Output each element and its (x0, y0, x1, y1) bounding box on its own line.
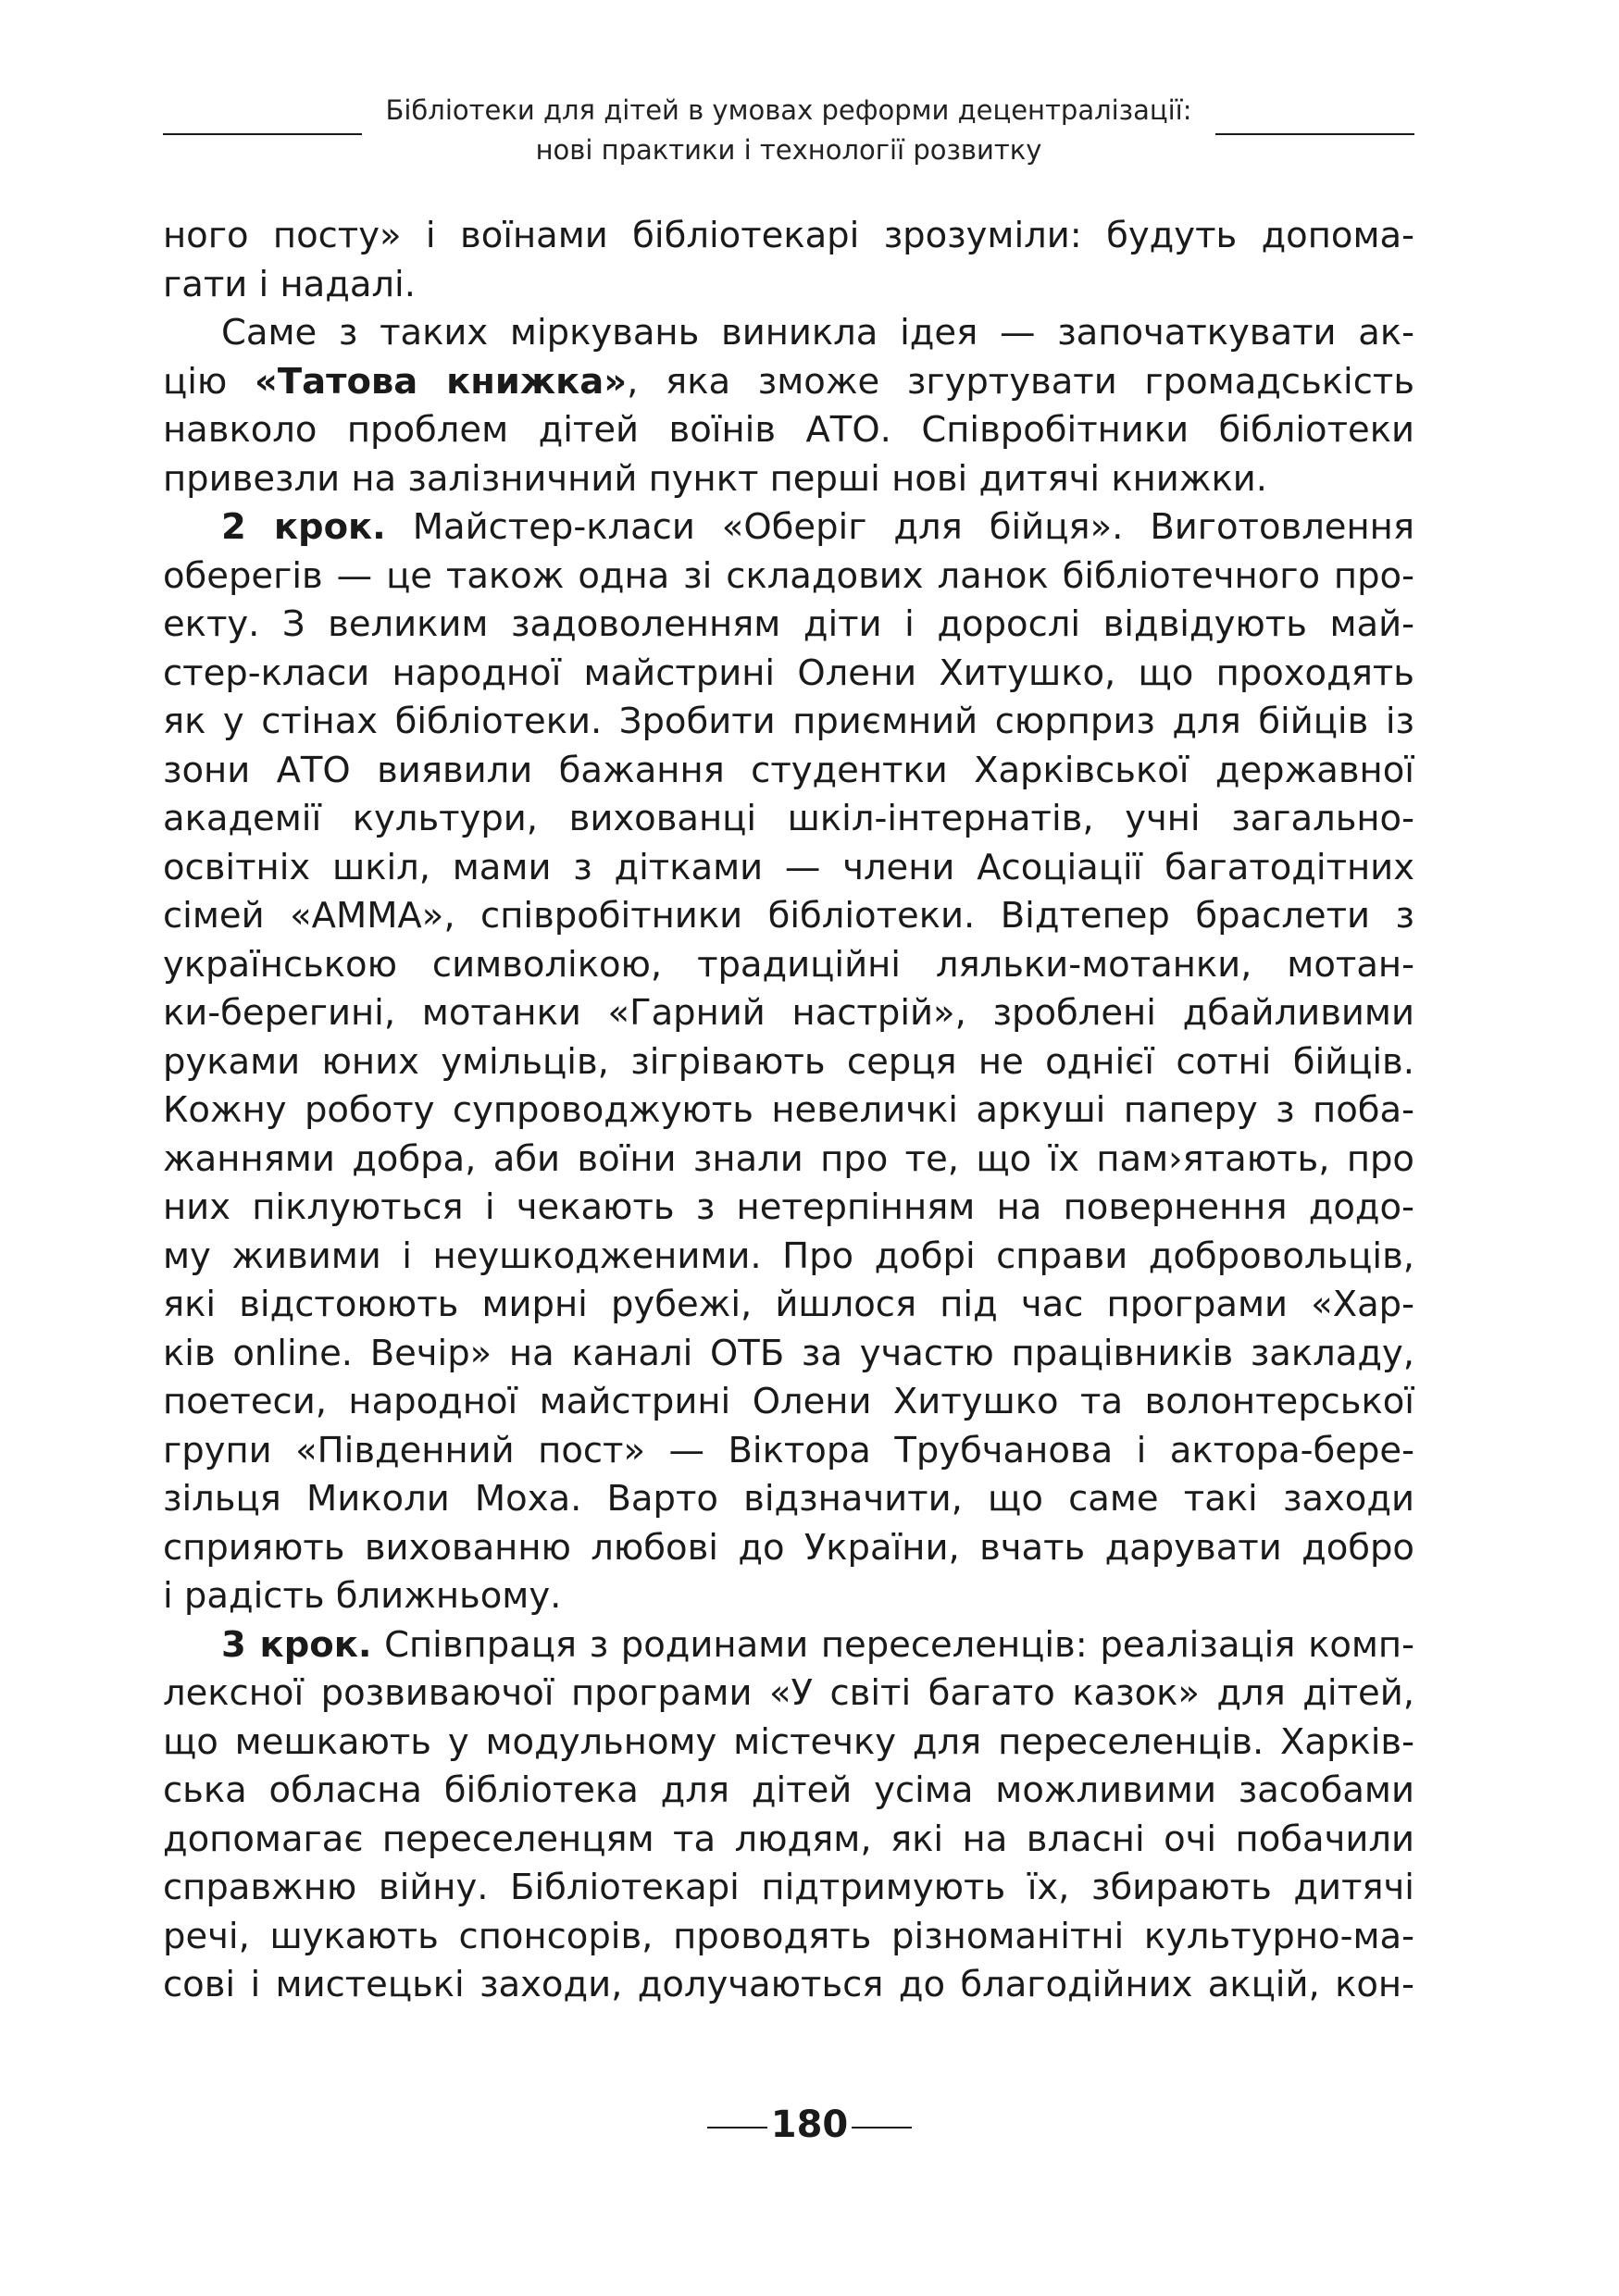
running-header (163, 91, 1414, 174)
body-line-35: справжню війну. Бібліотекарі підтримують їх, збирають дитячі (163, 1867, 1414, 1908)
body-line-8: оберегів — це також одна зі складових ланок бібліотечного про- (163, 554, 1414, 597)
body-line-23: які відстоюють мирні рубежі, йшлося під час програми «Хар- (163, 1284, 1414, 1325)
step-3-label: 3 крок. (221, 1623, 372, 1666)
body-line-36: речі, шукають спонсорів, проводять різноманітні культурно-ма- (163, 1915, 1414, 1957)
body-line-3: Саме з таких міркувань виникла ідея — започаткувати ак- (221, 312, 1414, 354)
body-line-32: що мешкають у модульному містечку для переселенців. Харків- (163, 1720, 1414, 1763)
header-title-line-1: Бібліотеки для дітей в умовах реформи децентралізації: (385, 94, 1192, 126)
body-line-5: навколо проблем дітей воїнів АТО. Співробітники бібліотеки (163, 409, 1414, 451)
page-number: 180 (770, 2104, 849, 2146)
body-line-29: і радість ближньому. (163, 1575, 562, 1617)
body-line-28: сприяють вихованню любові до України, вчать дарувати добро (163, 1526, 1414, 1569)
body-line-21: них піклуються і чекають з нетерпінням на повернення додо- (163, 1186, 1414, 1228)
body-line-37: сові і мистецькі заходи, долучаються до благодійних акцій, кон- (163, 1964, 1414, 2005)
body-line-24: ків online. Вечір» на каналі ОТБ за участю працівників закладу, (163, 1332, 1414, 1374)
body-line-18: руками юних умільців, зігрівають серця не однієї сотні бійців. (163, 1040, 1414, 1083)
header-title-line-2: нові практики і технології розвитку (535, 134, 1042, 166)
body-line-27: зільця Миколи Моха. Варто відзначити, що саме такі заходи (163, 1478, 1414, 1520)
page-footer (0, 2099, 1619, 2151)
body-line-19: Кожну роботу супроводжують невеличкі аркуші паперу з поба- (163, 1089, 1414, 1131)
body-line-12: зони АТО виявили бажання студентки Харківської державної (163, 749, 1414, 791)
body-line-7 (163, 503, 1414, 552)
article-body (163, 212, 1414, 2010)
body-line-17: ки-берегині, мотанки «Гарний настрій», зроблені дбайливими (163, 992, 1414, 1034)
body-line-13: академії культури, вихованці шкіл-інтернатів, учні загально- (163, 798, 1414, 839)
body-line-2: гати і надалі. (163, 263, 416, 305)
body-line-10: стер-класи народної майстрині Олени Хитушко, що проходять (163, 652, 1414, 694)
body-line-11: як у стінах бібліотеки. Зробити приємний сюрприз для бійців із (163, 701, 1414, 742)
header-title (371, 91, 1206, 170)
body-line-20: жаннями добра, аби воїни знали про те, що їх пам›ятають, про (163, 1137, 1414, 1180)
header-rule-left (163, 133, 362, 135)
body-line-25: поетеси, народної майстрині Олени Хитушко та волонтерської (163, 1381, 1414, 1422)
body-line-31: лексної розвиваючої програми «У світі багато казок» для дітей, (163, 1672, 1414, 1714)
body-line-34: допомагає переселенцям та людям, які на власні очі побачили (163, 1818, 1414, 1860)
body-line-4 (163, 358, 1414, 407)
step-2-label: 2 крок. (221, 506, 386, 548)
header-rule-right (1215, 133, 1414, 135)
body-line-33: ська обласна бібліотека для дітей усіма можливими засобами (163, 1769, 1414, 1811)
body-line-4-prefix: цію (163, 360, 255, 403)
body-line-9: екту. З великим задоволенням діти і дорослі відвідують май- (163, 603, 1414, 645)
body-line-30-rest: Співпраця з родинами переселенців: реалізація комп- (371, 1623, 1414, 1666)
body-line-6: привезли на залізничний пункт перші нові дитячі книжки. (163, 457, 1267, 500)
body-line-1: ного посту» і воїнами бібліотекарі зрозуміли: будуть допома- (163, 215, 1414, 256)
body-line-30 (163, 1621, 1414, 1670)
body-line-26: групи «Південний пост» — Віктора Трубчанова і актора-бере- (163, 1429, 1414, 1471)
footer-rule-left (707, 2127, 767, 2128)
body-line-22: му живими і неушкодженими. Про добрі справи добровольців, (163, 1235, 1414, 1277)
body-line-15: сімей «АММА», співробітники бібліотеки. Відтепер браслети з (163, 895, 1414, 937)
campaign-title: «Татова книжка» (255, 360, 628, 403)
footer-rule-right (852, 2127, 912, 2128)
body-line-4-rest: , яка зможе згуртувати громадськість (627, 360, 1414, 403)
body-line-16: українською символікою, традиційні ляльки-мотанки, мотан- (163, 943, 1414, 986)
body-line-7-rest: Майстер-класи «Оберіг для бійця». Виготовлення (385, 506, 1414, 548)
body-line-14: освітніх шкіл, мами з дітками — члени Асоціації багатодітних (163, 846, 1414, 888)
